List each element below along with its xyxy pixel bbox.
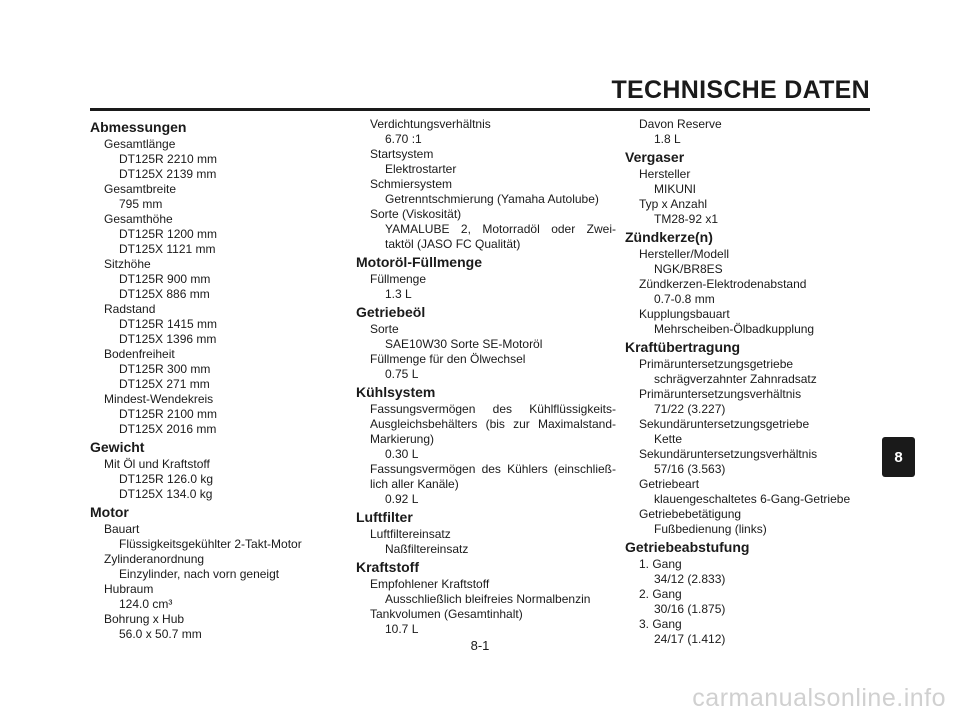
spec-value: SAE10W30 Sorte SE-Motoröl bbox=[385, 337, 543, 351]
spec-value: Mehrscheiben-Ölbadkupplung bbox=[654, 322, 815, 336]
spec-value: Getrenntschmierung (Yamaha Autolube) bbox=[385, 192, 599, 206]
spec-label: Schmiersystem bbox=[370, 177, 453, 191]
spec-label: Davon Reserve bbox=[639, 117, 722, 131]
spec-label: Hersteller/Modell bbox=[639, 247, 730, 261]
section-heading: Luftfilter bbox=[356, 509, 413, 525]
section-heading: Zündkerze(n) bbox=[625, 229, 713, 245]
spec-label: Luftfiltereinsatz bbox=[370, 527, 451, 541]
spec-value: DT125R 1415 mm bbox=[119, 317, 218, 331]
spec-label: Primäruntersetzungsgetriebe bbox=[639, 357, 794, 371]
spec-value: DT125X 2139 mm bbox=[119, 167, 217, 181]
spec-value: Elektrostarter bbox=[385, 162, 457, 176]
spec-label: Bohrung x Hub bbox=[104, 612, 185, 626]
spec-label: lich aller Kanäle) bbox=[370, 477, 459, 491]
spec-value: schrägverzahnter Zahnradsatz bbox=[654, 372, 817, 386]
section-heading: Abmessungen bbox=[90, 119, 187, 135]
spec-label: Zündkerzen-Elektrodenabstand bbox=[639, 277, 807, 291]
spec-value: DT125R 300 mm bbox=[119, 362, 211, 376]
spec-value: 0.92 L bbox=[385, 492, 419, 506]
spec-value: DT125X 134.0 kg bbox=[119, 487, 213, 501]
spec-value: DT125X 1121 mm bbox=[119, 242, 216, 256]
spec-label: Fassungsvermögen des Kühlers (einschließ- bbox=[370, 462, 616, 476]
spec-value: DT125R 126.0 kg bbox=[119, 472, 214, 486]
page-title: TECHNISCHE DATEN bbox=[611, 76, 870, 104]
spec-value: Flüssigkeitsgekühlter 2-Takt-Motor bbox=[119, 537, 302, 551]
spec-label: Ausgleichsbehälters (bis zur Maximalstand- bbox=[370, 417, 616, 431]
spec-label: Gesamtbreite bbox=[104, 182, 177, 196]
spec-value: Einzylinder, nach vorn geneigt bbox=[119, 567, 280, 581]
spec-label: Füllmenge für den Ölwechsel bbox=[370, 352, 526, 366]
spec-value: Fußbedienung (links) bbox=[654, 522, 767, 536]
spec-value: MIKUNI bbox=[654, 182, 696, 196]
spec-value: 124.0 cm³ bbox=[119, 597, 173, 611]
spec-label: Fassungsvermögen des Kühlflüssigkeits- bbox=[370, 402, 616, 416]
spec-label: Markierung) bbox=[370, 432, 435, 446]
spec-value: Kette bbox=[654, 432, 683, 446]
spec-label: Sekundäruntersetzungsgetriebe bbox=[639, 417, 810, 431]
spec-label: 3. Gang bbox=[639, 617, 682, 631]
spec-value: DT125R 2100 mm bbox=[119, 407, 218, 421]
spec-value: klauengeschaltetes 6-Gang-Getriebe bbox=[654, 492, 851, 506]
spec-value: 1.3 L bbox=[385, 287, 412, 301]
title-rule bbox=[90, 108, 870, 111]
spec-value: 30/16 (1.875) bbox=[654, 602, 726, 616]
section-heading: Kraftübertragung bbox=[625, 339, 741, 355]
spec-value: TM28-92 x1 bbox=[654, 212, 719, 226]
spec-value: Ausschließlich bleifreies Normalbenzin bbox=[385, 592, 591, 606]
spec-value: DT125R 900 mm bbox=[119, 272, 211, 286]
spec-value: 10.7 L bbox=[385, 622, 419, 636]
spec-value: 0.7-0.8 mm bbox=[654, 292, 715, 306]
spec-label: Tankvolumen (Gesamtinhalt) bbox=[370, 607, 523, 621]
spec-label: Bauart bbox=[104, 522, 140, 536]
spec-label: Getriebeart bbox=[639, 477, 700, 491]
spec-value: 57/16 (3.563) bbox=[654, 462, 726, 476]
spec-label: Gesamthöhe bbox=[104, 212, 173, 226]
spec-value: 71/22 (3.227) bbox=[654, 402, 726, 416]
spec-label: Füllmenge bbox=[370, 272, 427, 286]
spec-label: Verdichtungsverhältnis bbox=[370, 117, 491, 131]
spec-label: Hersteller bbox=[639, 167, 691, 181]
spec-value: 0.30 L bbox=[385, 447, 419, 461]
spec-value: DT125R 1200 mm bbox=[119, 227, 218, 241]
section-heading: Vergaser bbox=[625, 149, 685, 165]
spec-label: Zylinderanordnung bbox=[104, 552, 205, 566]
spec-value: taktöl (JASO FC Qualität) bbox=[385, 237, 521, 251]
spec-value: 56.0 x 50.7 mm bbox=[119, 627, 202, 641]
spec-label: Sorte (Viskosität) bbox=[370, 207, 462, 221]
section-heading: Getriebeöl bbox=[356, 304, 426, 320]
spec-column-3 bbox=[625, 117, 885, 647]
spec-value: YAMALUBE 2, Motorradöl oder Zwei- bbox=[385, 222, 616, 236]
spec-label: Typ x Anzahl bbox=[639, 197, 708, 211]
watermark: carmanualsonline.info bbox=[692, 684, 946, 712]
spec-label: Gesamtlänge bbox=[104, 137, 176, 151]
spec-value: DT125X 271 mm bbox=[119, 377, 210, 391]
spec-column-1 bbox=[90, 117, 350, 642]
spec-label: Kupplungsbauart bbox=[639, 307, 730, 321]
spec-value: NGK/BR8ES bbox=[654, 262, 723, 276]
spec-label: Radstand bbox=[104, 302, 156, 316]
spec-label: Mit Öl und Kraftstoff bbox=[104, 457, 210, 471]
spec-label: Primäruntersetzungsverhältnis bbox=[639, 387, 802, 401]
spec-label: 1. Gang bbox=[639, 557, 682, 571]
chapter-tab: 8 bbox=[882, 437, 915, 477]
spec-value: DT125X 1396 mm bbox=[119, 332, 217, 346]
spec-value: Naßfiltereinsatz bbox=[385, 542, 469, 556]
section-heading: Gewicht bbox=[90, 439, 145, 455]
spec-label: Bodenfreiheit bbox=[104, 347, 175, 361]
spec-label: Sorte bbox=[370, 322, 399, 336]
spec-value: DT125X 2016 mm bbox=[119, 422, 217, 436]
spec-value: 6.70 :1 bbox=[385, 132, 422, 146]
spec-value: 24/17 (1.412) bbox=[654, 632, 726, 646]
section-heading: Motoröl-Füllmenge bbox=[356, 254, 482, 270]
section-heading: Kraftstoff bbox=[356, 559, 419, 575]
spec-label: Empfohlener Kraftstoff bbox=[370, 577, 490, 591]
spec-column-2 bbox=[356, 117, 616, 637]
spec-value: DT125R 2210 mm bbox=[119, 152, 218, 166]
spec-label: 2. Gang bbox=[639, 587, 682, 601]
spec-value: DT125X 886 mm bbox=[119, 287, 210, 301]
section-heading: Kühlsystem bbox=[356, 384, 436, 400]
section-heading: Motor bbox=[90, 504, 129, 520]
spec-label: Mindest-Wendekreis bbox=[104, 392, 214, 406]
spec-value: 34/12 (2.833) bbox=[654, 572, 726, 586]
spec-value: 795 mm bbox=[119, 197, 163, 211]
spec-label: Sitzhöhe bbox=[104, 257, 151, 271]
spec-value: 1.8 L bbox=[654, 132, 681, 146]
page-number: 8-1 bbox=[470, 638, 490, 653]
section-heading: Getriebeabstufung bbox=[625, 539, 750, 555]
spec-label: Sekundäruntersetzungsverhältnis bbox=[639, 447, 818, 461]
spec-label: Hubraum bbox=[104, 582, 154, 596]
spec-value: 0.75 L bbox=[385, 367, 419, 381]
spec-label: Getriebebetätigung bbox=[639, 507, 742, 521]
spec-label: Startsystem bbox=[370, 147, 434, 161]
